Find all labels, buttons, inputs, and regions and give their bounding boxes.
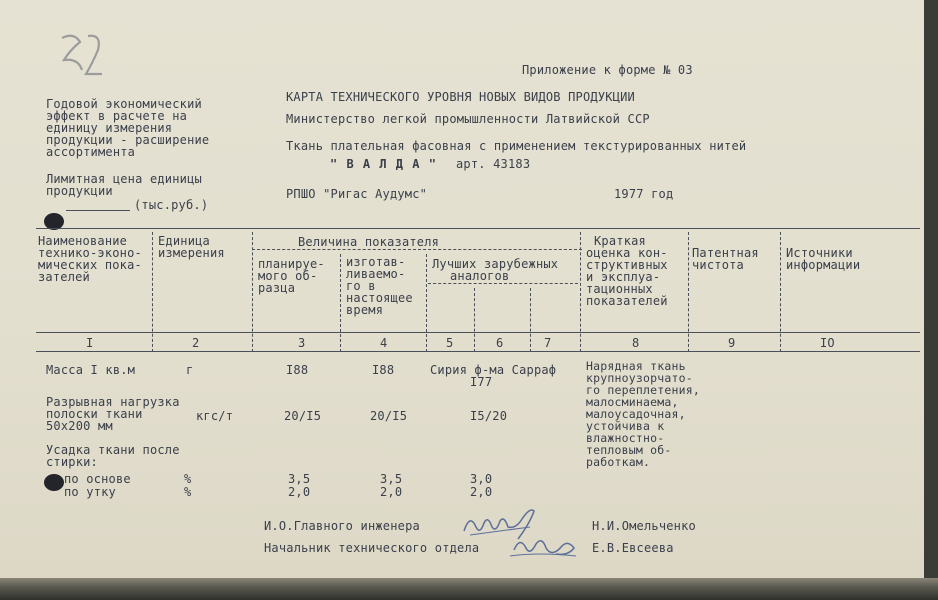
handwritten-signature — [508, 532, 588, 562]
factory-name: РПШО "Ригас Аудумс" — [286, 187, 428, 201]
appendix-note: Приложение к форме № 03 — [522, 63, 693, 77]
margin-handwritten-note — [52, 30, 112, 90]
article-number: арт. 43183 — [456, 157, 531, 171]
column-divider — [340, 254, 341, 352]
card-title: КАРТА ТЕХНИЧЕСКОГО УРОВНЯ НОВЫХ ВИДОВ ПРОДУКЦИИ — [286, 90, 635, 104]
fabric-description: Ткань плательная фасовная с применением текстурированных нитей — [286, 139, 747, 153]
table-top-rule — [36, 228, 920, 229]
document-page: Приложение к форме № 03 Годовой экономический эффект в расчете на единицу измерения продукции - расширение ассортимента Лимитная цена единицы продукции (тыс.руб.) КАРТА ТЕХНИЧЕСКОГО УРОВНЯ НОВЫХ ВИДОВ ПРОДУКЦИИ Министерство легкой промышленности Латвийской ССР Ткань плательная фасовная с применением текстурированных нитей " В А Л Д А " арт. 43183 РПШО "Ригас Аудумс" 1977 год Наименование технико-эконо- мических пока- зателей Единица измерения Величина показателя планируе- мого об- разца изготав- ливаемо- го в настоящее время Лучших зарубежных аналогов Краткая оценка кон- структивных и эксплуа- тационных показателей Патентная чистота Источники информации I 2 3 4 5 6 7 8 9 IO Масса I кв.м г I88 I88 Сирия ф-ма Сарраф I77 Разрывная нагрузка полоски ткани 50х200 мм кгс/т 20/I5 20/I5 I5/20 Усадка ткани после стирки: по основе % 3,5 3,5 3,0 по утку % 2,0 2,0 2,0 Нарядная ткань крупноузорчато- го переплетения, малосминаема, малоусадочная, устойчива к влажностно- тепловым об- работкам. И.О.Главного инженера Н.И.Омельченко Начальник технического отдела Е.В.Евсеева — [0, 0, 924, 578]
punch-hole — [44, 474, 64, 491]
column-divider — [580, 232, 581, 352]
year: 1977 год — [614, 187, 674, 201]
column-number-top-rule — [36, 332, 920, 333]
ministry-line: Министерство легкой промышленности Латвийской ССР — [286, 112, 650, 126]
column-divider — [530, 288, 531, 352]
column-divider — [780, 232, 781, 352]
price-blank-line — [66, 210, 130, 211]
column-divider — [426, 254, 427, 352]
column-divider — [474, 288, 475, 352]
column-number-bottom-rule — [36, 351, 920, 352]
header-value-group: Величина показателя — [298, 235, 440, 249]
price-unit: (тыс.руб.) — [134, 198, 209, 212]
analogs-header-underline — [428, 283, 578, 284]
group-header-underline — [252, 249, 582, 250]
column-divider — [152, 232, 153, 352]
column-divider — [252, 232, 253, 352]
scan-bottom-edge — [0, 578, 938, 600]
column-divider — [688, 232, 689, 352]
product-name: " В А Л Д А " — [330, 157, 437, 171]
